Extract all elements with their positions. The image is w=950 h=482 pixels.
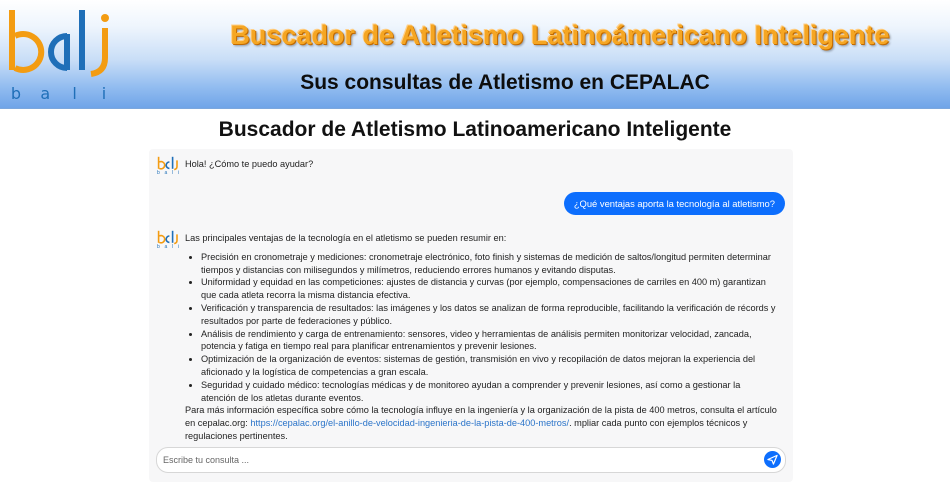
bot-greeting-text: Hola! ¿Cómo te puedo ayudar? bbox=[185, 159, 314, 169]
list-item: • Seguridad y cuidado médico: tecnologías médicas y de monitoreo ayudan a comprender y prevenir lesiones, así como a gestionar la atención de los atletas durante eventos. bbox=[201, 379, 777, 405]
answer-intro: Las principales ventajas de la tecnología en el atletismo se pueden resumir en: bbox=[185, 233, 507, 243]
app-header bbox=[0, 0, 950, 109]
bot-avatar bbox=[157, 156, 179, 178]
avatar-letter: i bbox=[177, 170, 179, 176]
bali-avatar-icon bbox=[157, 156, 179, 172]
article-link[interactable]: https://cepalac.org/el-anillo-de-velocidad-ingenieria-de-la-pista-de-400-metros/ bbox=[250, 418, 570, 429]
header-subtitle: Sus consultas de Atletismo en CEPALAC bbox=[300, 71, 710, 94]
answer-outro-tail: . mpliar cada punto con ejemplos técnicos y regulaciones pertinentes. bbox=[185, 418, 748, 441]
logo-letter: b bbox=[10, 84, 22, 103]
bot-message-greeting bbox=[157, 156, 313, 178]
list-item: • Precisión en cronometraje y mediciones: cronometraje electrónico, foto finish y sistemas de medición de saltos/longitud permiten determinar tiempos y distancias con milisegundos y milímetros, reduciendo errores humanos y evitando disputas. bbox=[201, 251, 777, 277]
avatar-letter: l bbox=[172, 170, 174, 176]
avatar-letter: a bbox=[164, 244, 168, 250]
chat-panel bbox=[149, 149, 793, 482]
avatar-letters bbox=[157, 245, 179, 250]
logo-letter: a bbox=[40, 84, 51, 103]
answer-points-list bbox=[185, 251, 777, 405]
logo-letter: l bbox=[72, 84, 77, 103]
bali-logo-icon bbox=[5, 6, 115, 86]
bot-message-answer bbox=[157, 230, 777, 443]
bot-answer-text bbox=[185, 230, 777, 443]
answer-outro bbox=[185, 404, 777, 442]
send-icon bbox=[767, 454, 778, 465]
avatar-letter: l bbox=[172, 244, 174, 250]
avatar-letter: a bbox=[164, 170, 168, 176]
logo-letter: i bbox=[101, 84, 107, 103]
bali-logo bbox=[5, 6, 115, 102]
send-button[interactable] bbox=[764, 451, 781, 468]
answer-outro-text: Para más información específica sobre cómo la tecnología influye en la ingeniería y la organización de la pista de 400 metros, consulta el artículo en cepalac.org: bbox=[185, 405, 777, 429]
list-item: • Verificación y transparencia de resultados: las imágenes y los datos se analizan de forma reproducible, facilitando la verificación de récords y resultados por parte de federaciones y público. bbox=[201, 302, 777, 328]
bot-avatar bbox=[157, 230, 179, 252]
user-message-bubble: ¿Qué ventajas aporta la tecnología al atletismo? bbox=[564, 192, 785, 215]
header-title: Buscador de Atletismo Latinoámericano Inteligente bbox=[230, 20, 890, 50]
list-item: • Uniformidad y equidad en las competiciones: ajustes de distancia y curvas (por ejemplo, compensaciones de carriles en 400 m) garantizan que cada atleta recorra la misma distancia efectiva. bbox=[201, 276, 777, 302]
avatar-letter: b bbox=[157, 244, 160, 250]
logo-letters bbox=[5, 84, 115, 103]
avatar-letters bbox=[157, 171, 179, 176]
page-title: Buscador de Atletismo Latinoamericano Inteligente bbox=[218, 118, 732, 141]
avatar-letter: i bbox=[177, 244, 179, 250]
chat-input[interactable] bbox=[161, 451, 755, 469]
list-item: • Análisis de rendimiento y carga de entrenamiento: sensores, video y herramientas de análisis permiten monitorizar velocidad, zancada, potencia y fatiga en tiempo real para planificar entrenamientos y prevenir lesiones. bbox=[201, 328, 777, 354]
bali-avatar-icon bbox=[157, 230, 179, 246]
list-item: • Optimización de la organización de eventos: sistemas de gestión, transmisión en vivo y recopilación de datos mejoran la experiencia del aficionado y la logística de competencias a gran escala. bbox=[201, 353, 777, 379]
chat-input-bar bbox=[156, 447, 786, 473]
avatar-letter: b bbox=[157, 170, 160, 176]
